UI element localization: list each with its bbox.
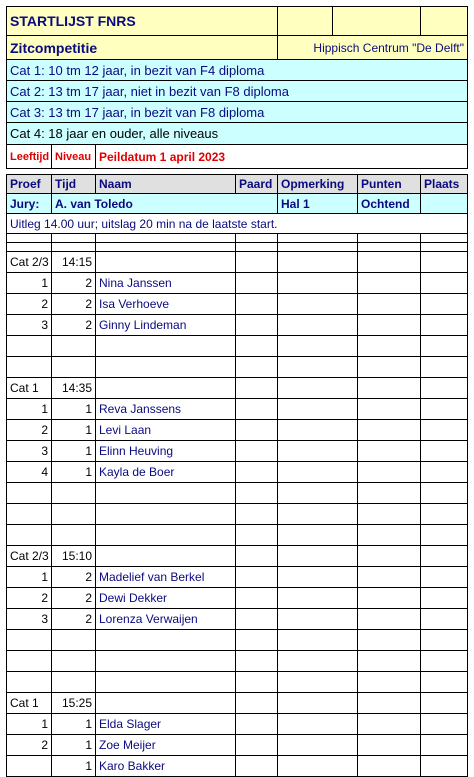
rider-row — [6, 609, 468, 630]
cell-proef[interactable]: 1 — [6, 714, 52, 735]
cell-proef[interactable]: 3 — [6, 315, 52, 336]
cell-punten[interactable] — [358, 504, 421, 525]
column-header-plaats[interactable]: Plaats — [421, 175, 468, 194]
cell-naam[interactable]: Zoe Meijer — [96, 735, 236, 756]
cell-tijd[interactable] — [52, 504, 96, 525]
cell-tijd[interactable] — [52, 630, 96, 651]
cell-plaats[interactable] — [421, 609, 468, 630]
category-1[interactable]: Cat 1: 10 tm 12 jaar, in bezit van F4 diploma — [6, 60, 468, 81]
cell-proef[interactable]: 3 — [6, 441, 52, 462]
cell-tijd[interactable]: 2 — [52, 273, 96, 294]
cell-naam[interactable]: Levi Laan — [96, 420, 236, 441]
cell-tijd[interactable] — [52, 336, 96, 357]
cell-naam[interactable] — [96, 525, 236, 546]
rider-row — [6, 294, 468, 315]
cell-tijd[interactable]: 1 — [52, 462, 96, 483]
cell-proef[interactable]: Cat 2/3 — [6, 546, 52, 567]
competition-title[interactable]: Zitcompetitie — [6, 36, 278, 60]
cell-proef[interactable]: 2 — [6, 588, 52, 609]
cell-punten[interactable] — [358, 693, 421, 714]
cell-punten[interactable] — [358, 525, 421, 546]
cell-punten[interactable] — [358, 546, 421, 567]
empty-row — [6, 630, 468, 651]
cell-naam[interactable] — [96, 546, 236, 567]
cell-punten[interactable] — [358, 357, 421, 378]
cell-plaats[interactable] — [421, 756, 468, 777]
schedule-note[interactable]: Uitleg 14.00 uur; uitslag 20 min na de laatste start. — [6, 214, 468, 234]
cell-paard[interactable] — [236, 504, 278, 525]
cell-paard[interactable] — [236, 399, 278, 420]
cell-opmerking[interactable] — [278, 234, 358, 243]
cell-tijd[interactable]: 2 — [52, 315, 96, 336]
cell-paard[interactable] — [236, 693, 278, 714]
cell-tijd[interactable]: 14:15 — [52, 252, 96, 273]
legend-peildatum[interactable]: Peildatum 1 april 2023 — [96, 145, 468, 169]
cell-proef[interactable]: 1 — [6, 399, 52, 420]
cell-opmerking[interactable] — [278, 399, 358, 420]
cell-opmerking[interactable] — [278, 462, 358, 483]
cell-naam[interactable] — [96, 672, 236, 693]
rider-row — [6, 399, 468, 420]
cell-plaats[interactable] — [421, 273, 468, 294]
empty-row — [6, 336, 468, 357]
cell-punten[interactable] — [358, 294, 421, 315]
cell-punten[interactable] — [358, 735, 421, 756]
cell-tijd[interactable] — [52, 525, 96, 546]
cell-plaats[interactable] — [421, 234, 468, 243]
cell-plaats[interactable] — [421, 651, 468, 672]
cell-proef[interactable]: 4 — [6, 462, 52, 483]
cell-naam[interactable]: Reva Janssens — [96, 399, 236, 420]
cell-paard[interactable] — [236, 588, 278, 609]
category-row — [6, 81, 468, 102]
cell-opmerking[interactable] — [278, 294, 358, 315]
category-4[interactable]: Cat 4: 18 jaar en ouder, alle niveaus — [6, 123, 468, 145]
cell-paard[interactable] — [236, 462, 278, 483]
column-header-proef[interactable]: Proef — [6, 175, 52, 194]
cell-opmerking[interactable] — [278, 672, 358, 693]
cell-punten[interactable] — [358, 609, 421, 630]
cell-paard[interactable] — [236, 672, 278, 693]
legend-niveau[interactable]: Niveau — [52, 145, 96, 169]
cell-punten[interactable] — [358, 714, 421, 735]
cell-plaats[interactable] — [421, 252, 468, 273]
cell-opmerking[interactable] — [278, 315, 358, 336]
cell-plaats[interactable] — [421, 294, 468, 315]
rider-row — [6, 441, 468, 462]
empty-cell[interactable] — [421, 194, 468, 214]
category-row — [6, 123, 468, 145]
cell-punten[interactable] — [358, 441, 421, 462]
cell-opmerking[interactable] — [278, 546, 358, 567]
cell-paard[interactable] — [236, 357, 278, 378]
cell-naam[interactable] — [96, 378, 236, 399]
cell-tijd[interactable]: 2 — [52, 294, 96, 315]
empty-row — [6, 483, 468, 504]
cell-tijd[interactable]: 2 — [52, 588, 96, 609]
cell-proef[interactable] — [6, 756, 52, 777]
column-header-paard[interactable]: Paard — [236, 175, 278, 194]
cell-proef[interactable]: 2 — [6, 735, 52, 756]
cell-plaats[interactable] — [421, 693, 468, 714]
cell-paard[interactable] — [236, 234, 278, 243]
cell-paard[interactable] — [236, 651, 278, 672]
cell-proef[interactable] — [6, 483, 52, 504]
cell-proef[interactable] — [6, 357, 52, 378]
rider-row — [6, 714, 468, 735]
jury-dagdeel[interactable]: Ochtend — [358, 194, 421, 214]
cell-plaats[interactable] — [421, 588, 468, 609]
subtitle-row — [6, 36, 468, 60]
group-header-row — [6, 546, 468, 567]
cell-opmerking[interactable] — [278, 588, 358, 609]
cell-plaats[interactable] — [421, 399, 468, 420]
cell-plaats[interactable] — [421, 567, 468, 588]
cell-paard[interactable] — [236, 735, 278, 756]
cell-proef[interactable]: 2 — [6, 420, 52, 441]
cell-opmerking[interactable] — [278, 483, 358, 504]
empty-row — [6, 357, 468, 378]
cell-tijd[interactable] — [52, 357, 96, 378]
cell-punten[interactable] — [358, 672, 421, 693]
cell-punten[interactable] — [358, 483, 421, 504]
cell-plaats[interactable] — [421, 546, 468, 567]
cell-proef[interactable] — [6, 525, 52, 546]
rider-row — [6, 756, 468, 777]
cell-tijd[interactable]: 1 — [52, 714, 96, 735]
cell-proef[interactable] — [6, 672, 52, 693]
note-row — [6, 214, 468, 234]
group-header-row — [6, 252, 468, 273]
cell-paard[interactable] — [236, 420, 278, 441]
category-row — [6, 102, 468, 123]
cell-naam[interactable] — [96, 483, 236, 504]
cell-opmerking[interactable] — [278, 567, 358, 588]
group-header-row — [6, 693, 468, 714]
empty-cell[interactable] — [333, 7, 421, 36]
cell-proef[interactable]: Cat 1 — [6, 378, 52, 399]
cell-tijd[interactable]: 1 — [52, 420, 96, 441]
cell-proef[interactable] — [6, 504, 52, 525]
column-header-tijd[interactable]: Tijd — [52, 175, 96, 194]
cell-tijd[interactable] — [52, 483, 96, 504]
cell-naam[interactable]: Madelief van Berkel — [96, 567, 236, 588]
cell-plaats[interactable] — [421, 672, 468, 693]
rider-row — [6, 273, 468, 294]
cell-paard[interactable] — [236, 630, 278, 651]
cell-opmerking[interactable] — [278, 714, 358, 735]
cell-tijd[interactable]: 1 — [52, 399, 96, 420]
legend-row — [6, 145, 468, 169]
cell-plaats[interactable] — [421, 462, 468, 483]
cell-naam[interactable] — [96, 504, 236, 525]
cell-tijd[interactable] — [52, 651, 96, 672]
rider-row — [6, 420, 468, 441]
cell-plaats[interactable] — [421, 525, 468, 546]
cell-opmerking[interactable] — [278, 243, 358, 252]
cell-opmerking[interactable] — [278, 420, 358, 441]
empty-row — [6, 672, 468, 693]
cell-punten[interactable] — [358, 243, 421, 252]
cell-naam[interactable]: Nina Janssen — [96, 273, 236, 294]
cell-opmerking[interactable] — [278, 273, 358, 294]
cell-punten[interactable] — [358, 378, 421, 399]
cell-tijd[interactable]: 15:25 — [52, 693, 96, 714]
cell-opmerking[interactable] — [278, 441, 358, 462]
cell-naam[interactable]: Lorenza Verwaijen — [96, 609, 236, 630]
cell-naam[interactable]: Kayla de Boer — [96, 462, 236, 483]
cell-naam[interactable]: Elda Slager — [96, 714, 236, 735]
cell-punten[interactable] — [358, 252, 421, 273]
cell-plaats[interactable] — [421, 483, 468, 504]
cell-paard[interactable] — [236, 756, 278, 777]
cell-opmerking[interactable] — [278, 525, 358, 546]
empty-row — [6, 504, 468, 525]
cell-paard[interactable] — [236, 567, 278, 588]
cell-naam[interactable] — [96, 336, 236, 357]
cell-opmerking[interactable] — [278, 630, 358, 651]
cell-paard[interactable] — [236, 441, 278, 462]
cell-paard[interactable] — [236, 378, 278, 399]
cell-tijd[interactable]: 2 — [52, 567, 96, 588]
cell-plaats[interactable] — [421, 357, 468, 378]
cell-naam[interactable] — [96, 243, 236, 252]
cell-naam[interactable]: Elinn Heuving — [96, 441, 236, 462]
cell-paard[interactable] — [236, 252, 278, 273]
cell-opmerking[interactable] — [278, 735, 358, 756]
cell-naam[interactable] — [96, 234, 236, 243]
cell-proef[interactable]: Cat 1 — [6, 693, 52, 714]
cell-proef[interactable]: 1 — [6, 567, 52, 588]
cell-paard[interactable] — [236, 609, 278, 630]
cell-tijd[interactable]: 1 — [52, 441, 96, 462]
rider-row — [6, 462, 468, 483]
cell-opmerking[interactable] — [278, 357, 358, 378]
column-header-row — [6, 174, 468, 194]
cell-punten[interactable] — [358, 756, 421, 777]
cell-tijd[interactable]: 15:10 — [52, 546, 96, 567]
page-title[interactable]: STARTLIJST FNRS — [6, 7, 278, 36]
empty-cell[interactable] — [278, 7, 333, 36]
cell-opmerking[interactable] — [278, 693, 358, 714]
cell-paard[interactable] — [236, 525, 278, 546]
column-header-opmerking[interactable]: Opmerking — [278, 175, 358, 194]
cell-plaats[interactable] — [421, 630, 468, 651]
cell-plaats[interactable] — [421, 315, 468, 336]
cell-plaats[interactable] — [421, 735, 468, 756]
venue-name[interactable]: Hippisch Centrum "De Delft" — [278, 36, 468, 60]
cell-opmerking[interactable] — [278, 504, 358, 525]
cell-plaats[interactable] — [421, 714, 468, 735]
cell-naam[interactable] — [96, 651, 236, 672]
cell-tijd[interactable]: 14:35 — [52, 378, 96, 399]
cell-opmerking[interactable] — [278, 609, 358, 630]
cell-opmerking[interactable] — [278, 378, 358, 399]
cell-plaats[interactable] — [421, 504, 468, 525]
cell-plaats[interactable] — [421, 378, 468, 399]
cell-punten[interactable] — [358, 234, 421, 243]
cell-proef[interactable] — [6, 234, 52, 243]
cell-naam[interactable] — [96, 357, 236, 378]
empty-row — [6, 651, 468, 672]
cell-naam[interactable]: Dewi Dekker — [96, 588, 236, 609]
cell-naam[interactable]: Karo Bakker — [96, 756, 236, 777]
cell-plaats[interactable] — [421, 243, 468, 252]
spacer-row — [6, 234, 468, 243]
category-2[interactable]: Cat 2: 13 tm 17 jaar, niet in bezit van F8 diploma — [6, 81, 468, 102]
rider-row — [6, 735, 468, 756]
group-header-row — [6, 378, 468, 399]
cell-naam[interactable] — [96, 693, 236, 714]
cell-proef[interactable] — [6, 651, 52, 672]
jury-row — [6, 194, 468, 214]
cell-punten[interactable] — [358, 462, 421, 483]
column-header-naam[interactable]: Naam — [96, 175, 236, 194]
cell-proef[interactable]: 3 — [6, 609, 52, 630]
cell-plaats[interactable] — [421, 420, 468, 441]
cell-punten[interactable] — [358, 651, 421, 672]
cell-plaats[interactable] — [421, 441, 468, 462]
cell-naam[interactable]: Isa Verhoeve — [96, 294, 236, 315]
cell-tijd[interactable]: 1 — [52, 735, 96, 756]
column-header-punten[interactable]: Punten — [358, 175, 421, 194]
jury-label[interactable]: Jury: — [6, 194, 52, 214]
cell-naam[interactable] — [96, 630, 236, 651]
cell-opmerking[interactable] — [278, 756, 358, 777]
cell-proef[interactable]: 2 — [6, 294, 52, 315]
title-row — [6, 6, 468, 36]
empty-cell[interactable] — [421, 7, 468, 36]
cell-proef[interactable]: Cat 2/3 — [6, 252, 52, 273]
cell-paard[interactable] — [236, 294, 278, 315]
cell-punten[interactable] — [358, 273, 421, 294]
empty-row — [6, 525, 468, 546]
legend-leeftijd[interactable]: Leeftijd — [6, 145, 52, 169]
cell-plaats[interactable] — [421, 336, 468, 357]
category-row — [6, 60, 468, 81]
cell-paard[interactable] — [236, 714, 278, 735]
cell-paard[interactable] — [236, 273, 278, 294]
cell-punten[interactable] — [358, 630, 421, 651]
jury-name[interactable]: A. van Toledo — [52, 194, 278, 214]
cell-paard[interactable] — [236, 315, 278, 336]
cell-paard[interactable] — [236, 483, 278, 504]
cell-paard[interactable] — [236, 336, 278, 357]
cell-tijd[interactable] — [52, 243, 96, 252]
cell-proef[interactable]: 1 — [6, 273, 52, 294]
spacer-row — [6, 243, 468, 252]
cell-proef[interactable] — [6, 243, 52, 252]
cell-punten[interactable] — [358, 336, 421, 357]
cell-paard[interactable] — [236, 546, 278, 567]
rider-row — [6, 567, 468, 588]
cell-proef[interactable] — [6, 336, 52, 357]
category-3[interactable]: Cat 3: 13 tm 17 jaar, in bezit van F8 diploma — [6, 102, 468, 123]
cell-paard[interactable] — [236, 243, 278, 252]
cell-punten[interactable] — [358, 420, 421, 441]
cell-tijd[interactable] — [52, 234, 96, 243]
cell-punten[interactable] — [358, 399, 421, 420]
cell-opmerking[interactable] — [278, 252, 358, 273]
cell-naam[interactable]: Ginny Lindeman — [96, 315, 236, 336]
cell-proef[interactable] — [6, 630, 52, 651]
cell-tijd[interactable] — [52, 672, 96, 693]
cell-punten[interactable] — [358, 588, 421, 609]
jury-hal[interactable]: Hal 1 — [278, 194, 358, 214]
cell-naam[interactable] — [96, 252, 236, 273]
rider-row — [6, 315, 468, 336]
cell-tijd[interactable]: 2 — [52, 609, 96, 630]
rider-row — [6, 588, 468, 609]
cell-opmerking[interactable] — [278, 651, 358, 672]
cell-punten[interactable] — [358, 315, 421, 336]
cell-tijd[interactable]: 1 — [52, 756, 96, 777]
cell-opmerking[interactable] — [278, 336, 358, 357]
cell-punten[interactable] — [358, 567, 421, 588]
